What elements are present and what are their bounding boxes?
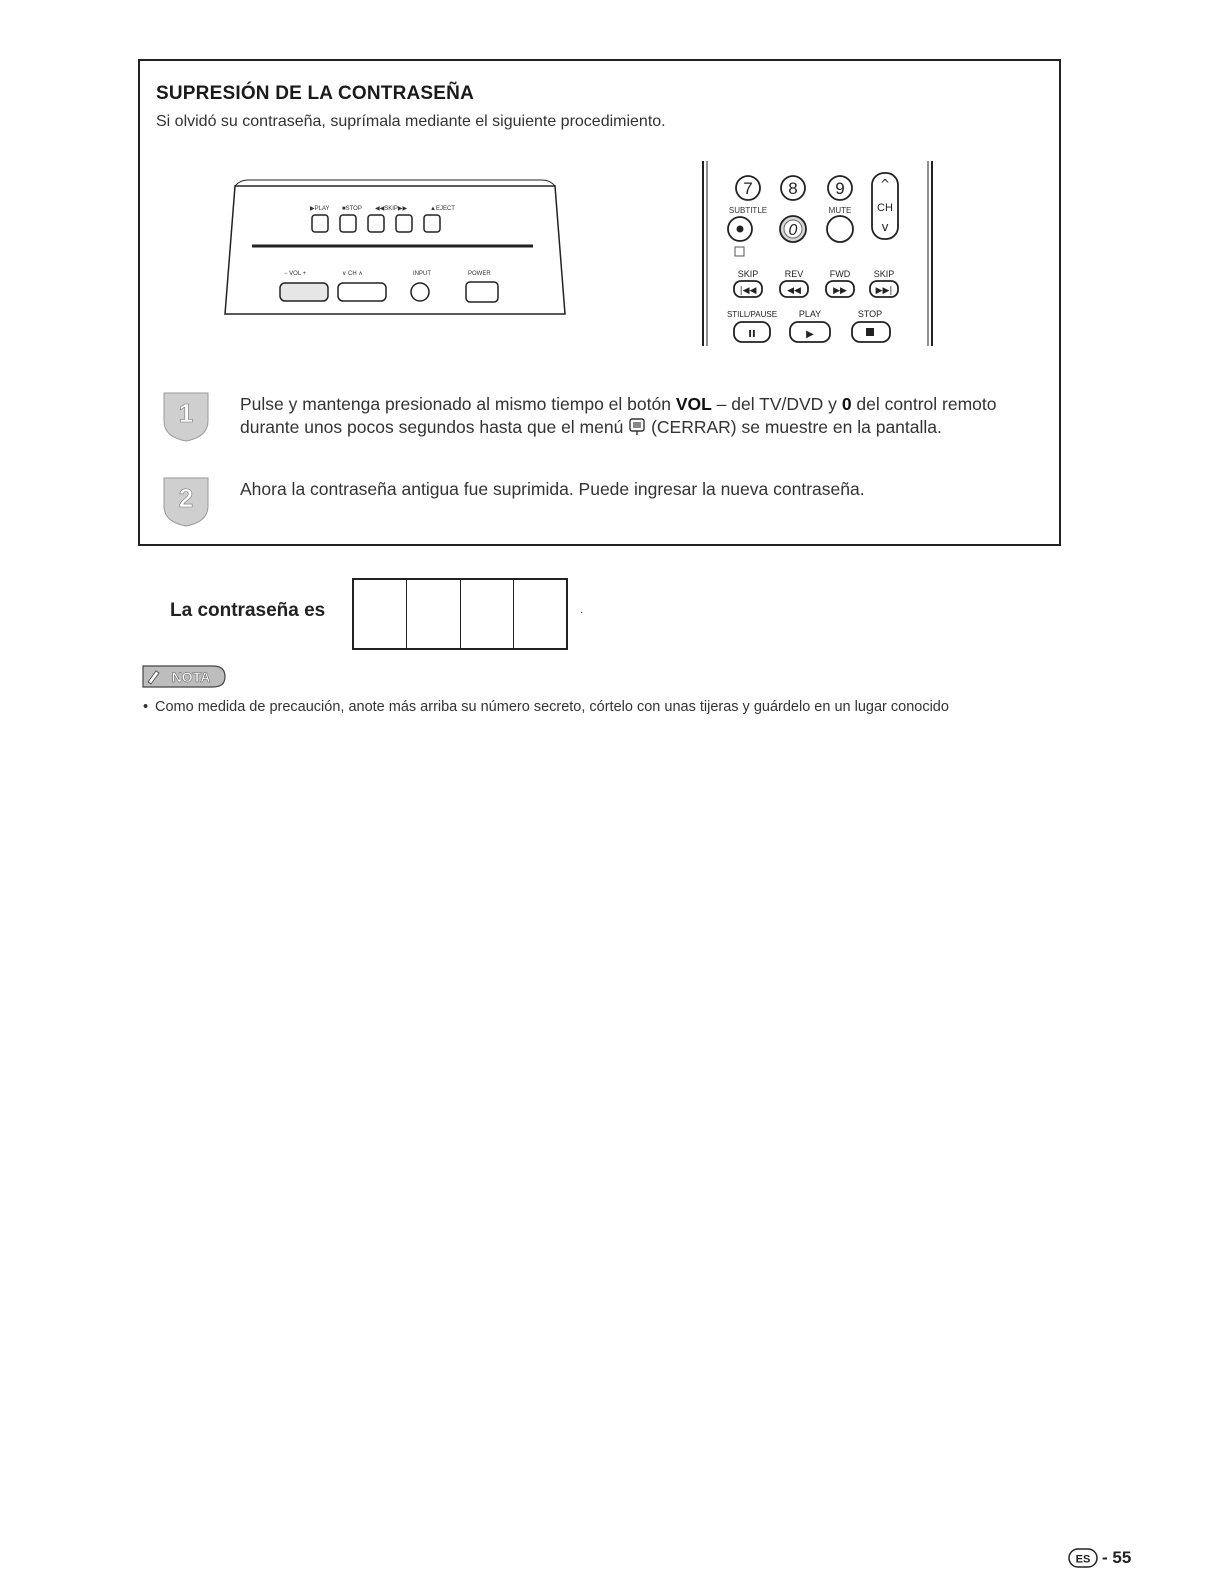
note-text: Como medida de precaución, anote más arriba su número secreto, córtelo con unas tijeras y guárdelo en un lugar conocido xyxy=(155,699,949,715)
svg-text:II: II xyxy=(748,329,756,340)
remote-mute-label: MUTE xyxy=(828,206,852,215)
tv-play-button xyxy=(312,215,328,232)
tv-label-ch: ∨ CH ∧ xyxy=(342,271,363,277)
password-digit-box xyxy=(461,580,514,648)
step-2-text: Ahora la contraseña antigua fue suprimida. Puede ingresar la nueva contraseña. xyxy=(240,479,865,499)
remote-ch-label: CH xyxy=(877,202,893,214)
step-2-badge xyxy=(158,476,214,528)
remote-mute-button xyxy=(827,216,853,242)
remote-play-label: PLAY xyxy=(798,309,822,319)
remote-drawing xyxy=(700,161,940,346)
language-es-icon xyxy=(1068,1548,1098,1568)
tv-front-panel-illustration xyxy=(220,176,570,321)
tv-label-vol: − VOL + xyxy=(284,271,307,277)
password-digit-box xyxy=(514,580,566,648)
tv-label-stop: ■STOP xyxy=(342,206,362,212)
remote-pause-label: STILL/PAUSE xyxy=(726,310,778,319)
nota-badge xyxy=(141,663,227,690)
password-label: La contraseña es xyxy=(170,600,326,621)
tv-stop-button xyxy=(340,215,356,232)
svg-text:▶▶: ▶▶ xyxy=(833,286,847,296)
step-1-text: Pulse y mantenga presionado al mismo tiempo el botón VOL – del TV/DVD y 0 del control remoto durante unos pocos segundos hasta que el menú (CERRAR) se muestre en la pantalla. xyxy=(240,394,997,437)
section-title: SUPRESIÓN DE LA CONTRASEÑA xyxy=(156,83,475,104)
password-digit-box xyxy=(407,580,460,648)
remote-label-9: 9 xyxy=(835,179,845,198)
note-bullet: • xyxy=(143,699,149,715)
remote-label-0: 0 xyxy=(788,222,798,239)
password-boxes xyxy=(352,578,568,650)
tv-panel-drawing xyxy=(220,176,570,321)
remote-control-illustration xyxy=(700,161,940,346)
language-es-label: ES xyxy=(1075,1553,1091,1566)
tv-label-skip: ◀◀SKIP▶▶ xyxy=(375,206,408,212)
page-number xyxy=(1068,1548,1131,1568)
nota-label: NOTA xyxy=(171,669,211,685)
svg-text:◀◀: ◀◀ xyxy=(787,286,801,296)
tv-label-eject: ▲EJECT xyxy=(430,206,455,212)
close-menu-icon xyxy=(628,418,646,436)
remote-subtitle-label: SUBTITLE xyxy=(728,206,768,215)
password-period: . xyxy=(580,602,584,616)
tv-vol-button xyxy=(280,283,328,301)
svg-text:▶▶|: ▶▶| xyxy=(875,286,893,296)
step-2-number: 2 xyxy=(178,483,194,513)
remote-stop-label: STOP xyxy=(857,309,883,319)
vol-button-label: VOL xyxy=(675,394,712,414)
svg-text:|◀◀: |◀◀ xyxy=(739,286,757,296)
svg-text:▶: ▶ xyxy=(806,329,814,340)
step-1-number: 1 xyxy=(178,398,194,428)
svg-text:^: ^ xyxy=(879,177,891,191)
tv-label-input: INPUT xyxy=(413,271,431,277)
tv-ch-button xyxy=(338,283,386,301)
note-item xyxy=(143,698,1023,717)
remote-skip-forward-label: SKIP xyxy=(873,269,895,279)
remote-label-8: 8 xyxy=(788,179,798,198)
tv-label-play: ▶PLAY xyxy=(310,206,330,212)
zero-button-label: 0 xyxy=(841,394,852,414)
section-intro: Si olvidó su contraseña, suprímala mediante el siguiente procedimiento. xyxy=(156,113,666,130)
tv-skip-forward-button xyxy=(396,215,412,232)
tv-label-power: POWER xyxy=(468,271,491,277)
password-deletion-box xyxy=(138,59,1061,546)
remote-skip-back-label: SKIP xyxy=(737,269,759,279)
tv-input-button xyxy=(411,283,429,301)
svg-text:v: v xyxy=(881,220,889,234)
tv-power-button xyxy=(466,282,498,302)
tv-skip-back-button xyxy=(368,215,384,232)
step-1-badge xyxy=(158,391,214,443)
password-digit-box xyxy=(354,580,407,648)
remote-label-7: 7 xyxy=(743,179,753,198)
page-number-text: - 55 xyxy=(1102,1548,1132,1567)
remote-rev-label: REV xyxy=(784,269,804,279)
remote-fwd-label: FWD xyxy=(829,269,851,279)
tv-eject-button xyxy=(424,215,440,232)
